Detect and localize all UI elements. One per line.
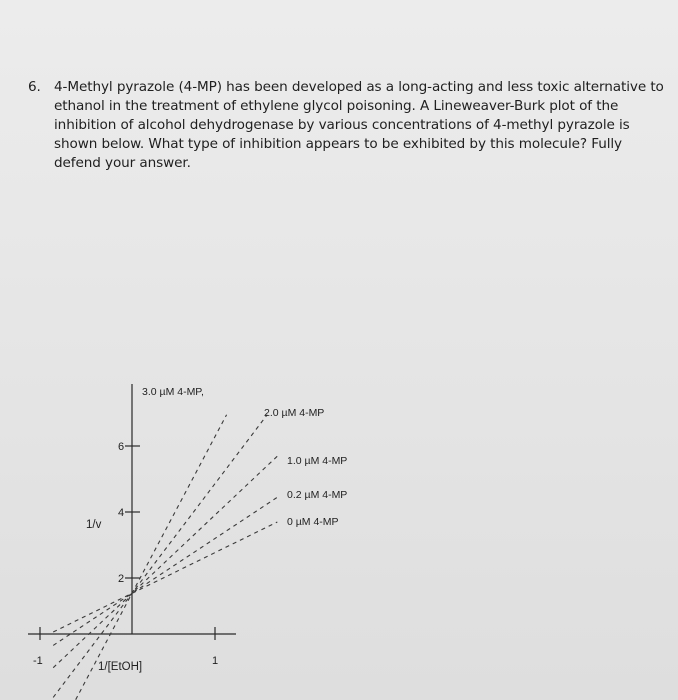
y-tick-label-4: 4 [118,507,125,519]
series-line-2 [53,456,277,668]
series-label-0.2uM: 0.2 µM 4-MP [287,489,348,501]
series-line-0 [53,415,226,700]
y-tick-label-6: 6 [118,441,125,453]
x-tick-label-1: 1 [212,655,219,667]
series-line-4 [53,522,277,632]
series-label-3uM: 3.0 µM 4-MP, [142,386,204,398]
series-label-1uM: 1.0 µM 4-MP [287,455,348,467]
question-text: 4-Methyl pyrazole (4-MP) has been developed as a long-acting and less toxic alternative to ethanol in the treatment of ethylene glycol poisoning. A Lineweaver-Burk plot of the inhibition of alcohol dehydrogenase by various concentrations of 4-methyl pyrazole is shown below. What type of inhibition appears to be exhibited by this molecule? Fully defend your answer. [54,79,664,171]
y-tick-label-2: 2 [118,573,125,585]
question-number: 6. [28,79,41,95]
y-axis-label: 1/v [86,519,102,531]
x-tick-label-neg1: -1 [33,655,43,667]
x-axis-label: 1/[EtOH] [98,661,143,673]
series-line-1 [53,415,267,698]
series-label-2uM: 2.0 µM 4-MP [264,407,325,419]
series-label-0uM: 0 µM 4-MP [287,516,339,528]
